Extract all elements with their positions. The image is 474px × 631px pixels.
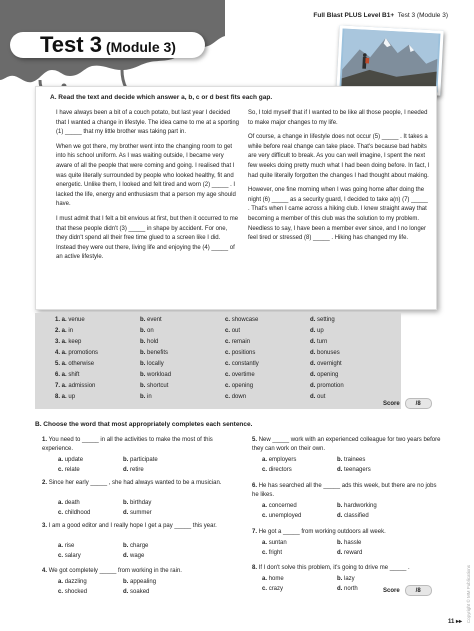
title-sub: (Module 3) [105,39,176,55]
option-b[interactable]: b. birthday [123,500,152,506]
option-c[interactable]: c. childhood [58,510,91,516]
option-b[interactable]: b. appealing [123,579,157,585]
option-d[interactable]: d. out [310,394,326,400]
option-c[interactable]: c. crazy [262,586,284,592]
option-b[interactable]: b. locally [140,361,164,367]
option-a[interactable]: a. dazzling [58,579,87,585]
question-7-options [262,540,432,560]
option-b[interactable]: b. hassle [337,540,362,546]
text-column-right [248,109,431,249]
score-box[interactable]: / 8 [405,585,432,596]
option-b[interactable]: b. in [140,394,152,400]
option-b[interactable]: b. charge [123,543,149,549]
option-c[interactable]: c. directors [262,467,292,473]
option-b[interactable]: b. hold [140,339,159,345]
option-d[interactable]: d. teenagers [337,467,371,473]
option-c[interactable]: c. relate [58,467,80,473]
option-d[interactable]: d. reward [337,550,363,556]
question-2-options [58,500,228,520]
option-c[interactable]: c. fright [262,550,283,556]
question-6: 6. He has searched all the _____ ads this week, but there are no jobs he likes. [252,483,437,498]
section-b-title: B. Choose the word that most appropriately completes each sentence. [35,421,253,428]
option-c[interactable]: c. showcase [225,317,259,323]
option-d[interactable]: d. overnight [310,361,342,367]
option-c[interactable]: c. remain [225,339,251,345]
option-c[interactable]: c. out [225,328,241,334]
option-b[interactable]: b. lazy [337,576,355,582]
option-d[interactable]: d. up [310,328,324,334]
option-d[interactable]: d. bonuses [310,350,340,356]
option-d[interactable]: d. classified [337,513,369,519]
section-a-title: A. Read the text and decide which answer a, b, c or d best fits each gap. [50,94,273,101]
option-d[interactable]: d. setting [310,317,335,323]
option-c[interactable]: c. unemployed [262,513,302,519]
option-a[interactable]: 1. a. venue [55,317,85,323]
option-a[interactable]: a. home [262,576,284,582]
option-d[interactable]: d. north [337,586,358,592]
option-b[interactable]: b. hardworking [337,503,377,509]
header-level-info [313,12,448,19]
text-column-left [56,109,239,268]
option-a[interactable]: 8. a. up [55,394,76,400]
question-1-options [58,457,228,477]
option-a[interactable]: a. death [58,500,80,506]
option-a[interactable]: 5. a. otherwise [55,361,95,367]
question-7: 7. He got a _____ from working outdoors all week. [252,529,386,535]
page-title [10,32,205,58]
option-c[interactable]: c. overtime [225,372,255,378]
copyright-notice: Copyright © MM Publications [466,565,471,624]
paragraph: When we got there, my brother went into the changing room to get into his school uniform. As I was waiting outside, I became very aware of all the people that were coming and going. I realised that I was quite literally surrounded by people who looked healthy, fit and energetic. Unlike them, I looked and felt tired and worn (2) _____ . I lacked the life, energy and enthusiasm that a person my age should have. [56,143,236,208]
level-label: Full Blast PLUS Level B1+ [313,12,395,19]
paragraph: However, one fine morning when I was going home after doing the night (6) _____ as a security guard, I decided to take a(n) (7) _____ . That's when I came across a hiking club. I knew straight away that becoming a member of this club was the solution to my problem. Needless to say, I have been a member ever since, and I no longer feel tired or stressed (8) _____ . Hiking has changed my life. [248,187,428,242]
question-2: 2. Since her early _____ , she had always wanted to be a musician. [42,480,222,486]
question-5: 5. New _____ work with an experienced colleague for two years before they can work on their own. [252,437,441,452]
score-box[interactable]: / 8 [405,398,432,409]
option-a[interactable]: 7. a. admission [55,383,96,389]
option-d[interactable]: d. wage [123,553,145,559]
paragraph: Of course, a change in lifestyle does not occur (5) _____ . It takes a while before real change can take place. That's because bad habits are very difficult to break. As you can well imagine, I spent the next few weeks doing pretty much what I had been doing before. In fact, I had quite literally forgotten the changes I had thought about making. [248,134,430,179]
question-6-options [262,503,432,523]
question-3-options [58,543,228,563]
option-a[interactable]: 3. a. keep [55,339,82,345]
paragraph: So, I told myself that if I wanted to be like all those people, I needed to make major changes to my life. [248,110,428,126]
question-1: 1. You need to _____ in all the activities to make the most of this experience. [42,437,213,452]
score-a [383,398,432,409]
option-a[interactable]: 4. a. promotions [55,350,99,356]
option-a[interactable]: a. update [58,457,84,463]
question-5-options [262,457,432,477]
option-a[interactable]: a. rise [58,543,75,549]
option-b[interactable]: b. trainees [337,457,366,463]
option-c[interactable]: c. constantly [225,361,259,367]
question-3: 3. I am a good editor and I really hope I get a pay _____ this year. [42,523,217,529]
question-8: 8. If I don't solve this problem, it's going to drive me _____ . [252,565,410,571]
option-b[interactable]: b. shortcut [140,383,169,389]
question-4: 4. We got completely _____ from working in the rain. [42,568,182,574]
option-d[interactable]: d. promotion [310,383,344,389]
option-d[interactable]: d. soaked [123,589,150,595]
option-a[interactable]: a. suntan [262,540,287,546]
paragraph: I must admit that I felt a bit envious at first, but then it occurred to me that these people didn't (3) _____ in shape by accident. For one, they didn't spend all their free time glued to a screen like I did. Instead they were out there, living life and enjoying the (4) _____ of an active lifestyle. [56,215,239,261]
title-main: Test 3 [40,32,102,57]
option-b[interactable]: b. benefits [140,350,169,356]
option-d[interactable]: d. opening [310,372,339,378]
option-c[interactable]: c. down [225,394,247,400]
option-d[interactable]: d. summer [123,510,152,516]
option-a[interactable]: 2. a. in [55,328,74,334]
score-b [383,585,432,596]
option-d[interactable]: d. retire [123,467,144,473]
option-d[interactable]: d. turn [310,339,328,345]
option-b[interactable]: b. participate [123,457,158,463]
answer-options-grid [35,313,401,409]
option-a[interactable]: 6. a. shift [55,372,80,378]
paragraph: I have always been a bit of a couch potato, but last year I decided that I wanted a change in lifestyle. The idea came to me at a sporting (1) _____ that my little brother was taking part in. [56,110,239,136]
reading-section [35,86,437,310]
option-b[interactable]: b. event [140,317,162,323]
option-c[interactable]: c. salary [58,553,81,559]
question-8-options [262,576,382,596]
score-label: Score [383,400,400,407]
option-c[interactable]: c. positions [225,350,256,356]
option-b[interactable]: b. on [140,328,154,334]
option-c[interactable]: c. opening [225,383,254,389]
option-a[interactable]: a. concerned [262,503,297,509]
option-a[interactable]: a. employers [262,457,297,463]
option-c[interactable]: c. shocked [58,589,88,595]
test-label: Test 3 (Module 3) [397,12,448,19]
score-label: Score [383,587,400,594]
question-4-options [58,579,228,599]
page-number: 11 ▸▸ [447,619,462,625]
option-b[interactable]: b. workload [140,372,172,378]
